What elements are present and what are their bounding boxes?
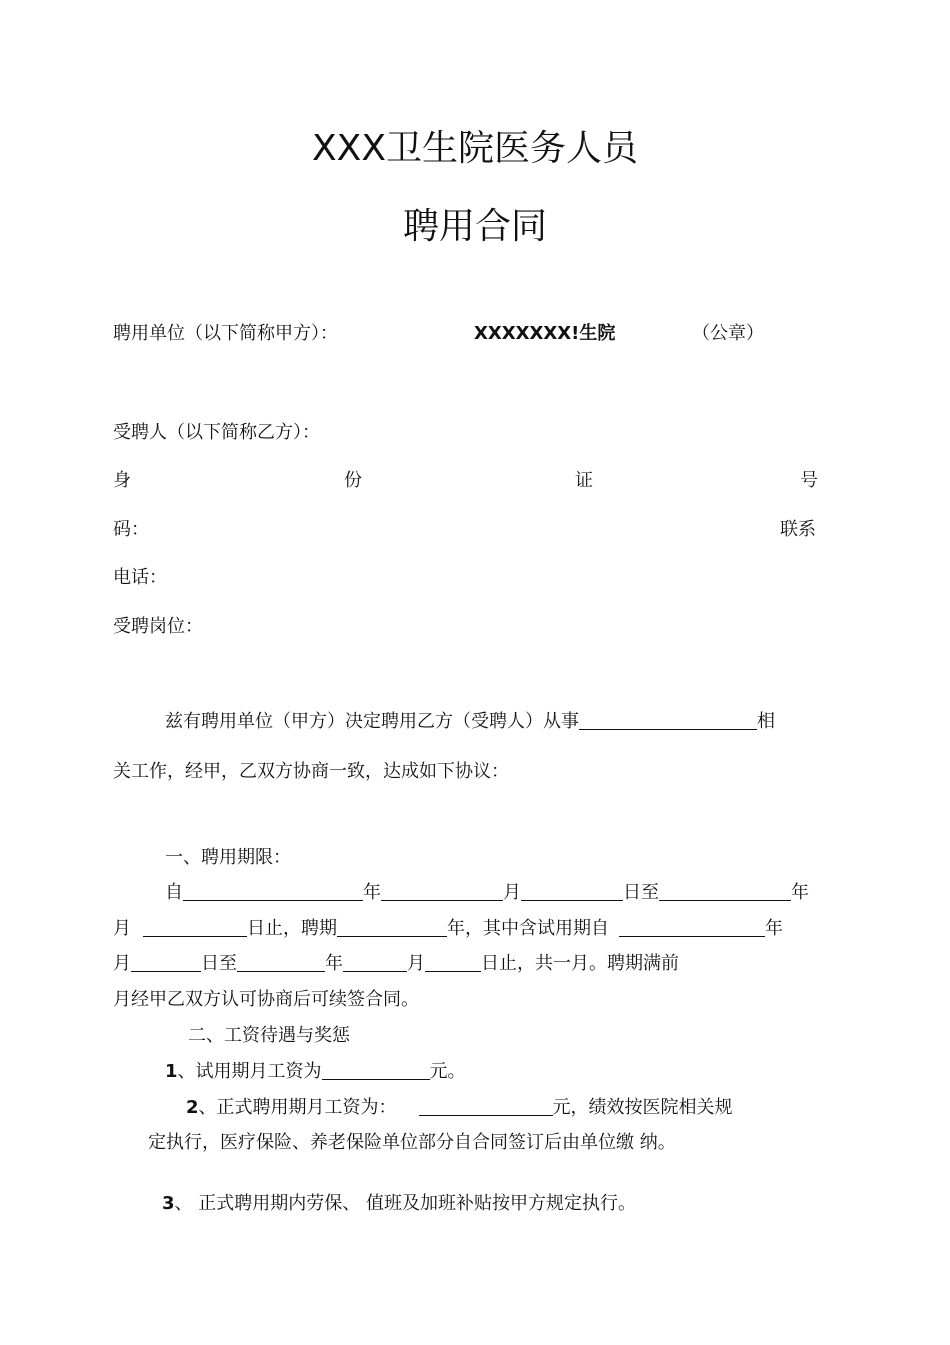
blank-formal-salary xyxy=(419,1097,553,1116)
blank-period-years xyxy=(337,918,447,937)
salary-item-2-cont: 定执行，医疗保险、养老保险单位部分自合同签订后由单位缴 纳。 xyxy=(148,1132,676,1153)
item1-number: 1 xyxy=(165,1061,178,1082)
term-year: 年 xyxy=(363,882,381,903)
probation-end-month: 月 xyxy=(407,953,425,974)
probation-end-text: 日止，共一月。聘期满前 xyxy=(481,953,679,974)
contact-label-head: 联系 xyxy=(780,519,816,540)
item1-text: 、试用期月工资为 xyxy=(177,1061,322,1082)
item2-number: 2 xyxy=(186,1097,199,1118)
term-month-2: 月 xyxy=(113,918,131,939)
salary-item-2 xyxy=(186,1097,733,1119)
item1-unit: 元。 xyxy=(429,1061,466,1082)
party-a-seal: （公章） xyxy=(692,323,764,344)
work-field-blank xyxy=(579,711,757,730)
blank-probation-salary xyxy=(322,1061,430,1080)
probation-month: 月 xyxy=(113,953,131,974)
term-row-4: 月经甲乙双方认可协商后可续签合同。 xyxy=(113,989,419,1010)
section2-heading: 二、工资待遇与奖惩 xyxy=(188,1025,350,1046)
position-label: 受聘岗位： xyxy=(113,616,203,637)
item3-number: 3 xyxy=(162,1193,175,1214)
probation-label: 年，其中含试用期自 xyxy=(447,918,609,939)
party-a-name: XXXXXXX!生院 xyxy=(474,323,616,344)
probation-end-year: 年 xyxy=(325,953,343,974)
party-b-label: 受聘人（以下简称乙方）： xyxy=(113,422,320,443)
phone-label: 电话： xyxy=(113,567,167,588)
term-row-1 xyxy=(165,882,809,904)
blank-probation-end-month xyxy=(343,953,407,972)
item2-text-b: 元，绩效按医院相关规 xyxy=(552,1097,733,1118)
salary-item-1 xyxy=(165,1061,466,1083)
intro-text-b: 相 xyxy=(757,711,775,732)
blank-start-day xyxy=(521,882,623,901)
id-char-3: 证 xyxy=(575,470,593,491)
item2-text: 、正式聘用期月工资为： xyxy=(198,1097,397,1118)
term-year-end: 年 xyxy=(791,882,809,903)
blank-end-year xyxy=(659,882,791,901)
id-char-4: 号 xyxy=(800,470,818,491)
contract-title-line2: 聘用合同 xyxy=(402,206,547,247)
probation-day-to: 日至 xyxy=(201,953,237,974)
blank-probation-end-year xyxy=(237,953,325,972)
contract-title-line1: XXX卫生院医务人员 xyxy=(312,128,638,169)
probation-year: 年 xyxy=(765,918,783,939)
section1-heading: 一、聘用期限： xyxy=(165,847,291,868)
term-month: 月 xyxy=(503,882,521,903)
term-row-2 xyxy=(113,918,783,940)
party-a-label: 聘用单位（以下简称甲方）： xyxy=(113,323,338,344)
intro-line-2: 关工作，经甲，乙双方协商一致，达成如下协议： xyxy=(113,761,509,782)
id-number-label-tail: 码： xyxy=(113,519,149,540)
blank-probation-end-day xyxy=(425,953,481,972)
term-row-3 xyxy=(113,953,679,975)
term-period-label: 日止，聘期 xyxy=(247,918,337,939)
salary-item-3 xyxy=(162,1193,636,1215)
id-char-1: 身 xyxy=(113,470,131,491)
term-day-to: 日至 xyxy=(623,882,659,903)
blank-probation-day xyxy=(131,953,201,972)
blank-start-month xyxy=(381,882,503,901)
id-char-2: 份 xyxy=(344,470,362,491)
intro-text-a: 兹有聘用单位（甲方）决定聘用乙方（受聘人）从事 xyxy=(165,711,579,732)
blank-end-day xyxy=(143,918,247,937)
term-from: 自 xyxy=(165,882,183,903)
blank-probation-year xyxy=(619,918,765,937)
blank-start-year xyxy=(183,882,363,901)
item3-text: 、 正式聘用期内劳保、 值班及加班补贴按甲方规定执行。 xyxy=(174,1193,636,1214)
intro-line-1 xyxy=(165,711,775,733)
